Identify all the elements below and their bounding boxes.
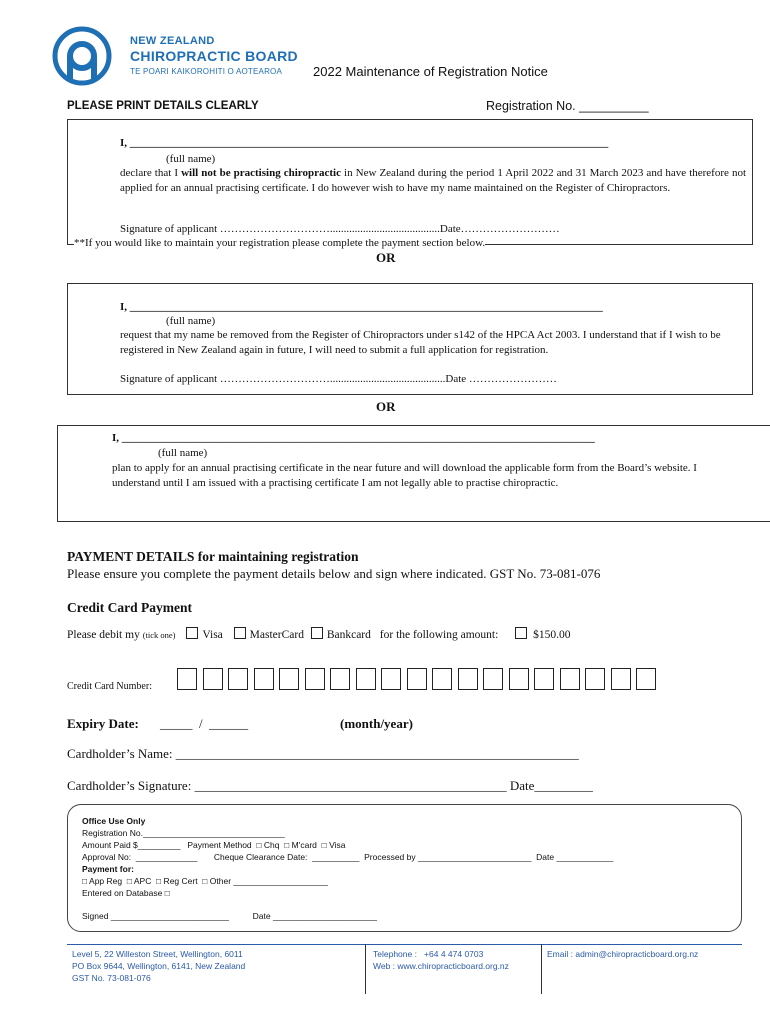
office-reg-no: Registration No.______________________________ <box>82 828 285 838</box>
footer-telephone: Telephone : +64 4 474 0703 <box>373 949 484 959</box>
cc-digit-box[interactable] <box>203 668 223 690</box>
credit-card-number-label: Credit Card Number: <box>67 681 152 692</box>
option3-full-name-caption: (full name) <box>158 447 208 459</box>
cc-digit-box[interactable] <box>636 668 656 690</box>
payment-instructions: Please ensure you complete the payment details below and sign where indicated. GST No. 73-081-076 <box>67 566 601 581</box>
option1-full-name-caption: (full name) <box>166 153 216 165</box>
footer-gst: GST No. 73-081-076 <box>72 973 151 983</box>
mastercard-checkbox[interactable] <box>234 627 246 639</box>
option2-signature-line[interactable]: Signature of applicant …………………………..........................................Date …………………… <box>120 373 557 385</box>
office-use-title: Office Use Only <box>82 816 146 826</box>
month-year-caption: (month/year) <box>340 716 413 731</box>
option1-name-line[interactable]: I, _______________________________________________________________________________________ <box>120 137 609 149</box>
option1-declaration: declare that I will not be practising chiropractic in New Zealand during the period 1 April 2022 and 31 March 2023 and have therefore not applied for an annual practising certificate. I do however wish to have my name maintained on the Register of Chiropractors. <box>120 167 746 194</box>
expiry-date-field[interactable]: _____ / ______ <box>160 716 249 731</box>
cc-digit-box[interactable] <box>305 668 325 690</box>
office-approval: Approval No: _____________ Cheque Clearance Date: __________ Processed by ________________________ Date ____________ <box>82 852 614 862</box>
cc-digit-box[interactable] <box>534 668 554 690</box>
doc-title: 2022 Maintenance of Registration Notice <box>313 64 548 79</box>
cardholder-signature-field[interactable]: Cardholder’s Signature: ________________________________________________ Date_________ <box>67 778 593 793</box>
logo-line3: TE POARI KAIKOROHITI O AOTEAROA <box>130 67 283 76</box>
cc-digit-box[interactable] <box>585 668 605 690</box>
visa-checkbox[interactable] <box>186 627 198 639</box>
cc-digit-box[interactable] <box>177 668 197 690</box>
office-payment-for: Payment for: <box>82 864 134 874</box>
bankcard-checkbox[interactable] <box>311 627 323 639</box>
office-entered-database: Entered on Database □ <box>82 888 170 898</box>
cc-digit-box[interactable] <box>560 668 580 690</box>
cc-digit-box[interactable] <box>483 668 503 690</box>
logo-line2: CHIROPRACTIC BOARD <box>130 48 298 64</box>
option3-plan: plan to apply for an annual practising certificate in the near future and will download the applicable form from the Board’s website. I understand until I am issued with a practising certificate I am not legally able to practise chiropractic. <box>112 462 697 489</box>
cc-digit-box[interactable] <box>279 668 299 690</box>
credit-card-heading: Credit Card Payment <box>67 600 192 615</box>
footer-email-link[interactable]: Email : admin@chiropracticboard.org.nz <box>547 949 699 959</box>
registration-number-field[interactable]: Registration No. __________ <box>486 99 649 113</box>
credit-card-number-boxes[interactable] <box>177 668 707 695</box>
expiry-date-label: Expiry Date: <box>67 716 139 731</box>
board-logo <box>52 26 128 86</box>
or-divider-1: OR <box>376 250 396 265</box>
cc-digit-box[interactable] <box>381 668 401 690</box>
cc-digit-box[interactable] <box>458 668 478 690</box>
logo-mark-icon <box>52 26 128 86</box>
option2-name-line[interactable]: I, ______________________________________________________________________________________ <box>120 301 603 313</box>
cardholder-name-field[interactable]: Cardholder’s Name: ______________________________________________________________ <box>67 746 579 761</box>
option1-note: **If you would like to maintain your registration please complete the payment section below. <box>74 237 486 249</box>
cc-digit-box[interactable] <box>432 668 452 690</box>
card-type-row: Please debit my (tick one) Visa MasterCard Bankcard for the following amount: $150.00 <box>67 629 571 641</box>
office-amount-paid: Amount Paid $_________ Payment Method □ Chq □ M'card □ Visa <box>82 840 346 850</box>
footer-divider-2 <box>541 944 542 994</box>
cc-digit-box[interactable] <box>330 668 350 690</box>
cc-digit-box[interactable] <box>611 668 631 690</box>
option1-signature-line[interactable]: Signature of applicant …………………………........................................Date……………………… <box>120 223 560 235</box>
cc-digit-box[interactable] <box>356 668 376 690</box>
or-divider-2: OR <box>376 399 396 414</box>
footer-divider-1 <box>365 944 366 994</box>
option3-name-line[interactable]: I, ______________________________________________________________________________________ <box>112 432 595 444</box>
logo-line1: NEW ZEALAND <box>130 35 215 47</box>
cc-digit-box[interactable] <box>407 668 427 690</box>
footer-address-line1: Level 5, 22 Willeston Street, Wellington, 6011 <box>72 949 243 959</box>
footer-address-line2: PO Box 9644, Wellington, 6141, New Zealand <box>72 961 246 971</box>
cc-digit-box[interactable] <box>254 668 274 690</box>
footer-rule <box>67 944 742 945</box>
office-payment-options: □ App Reg □ APC □ Reg Cert □ Other ____________________ <box>82 876 328 886</box>
footer-website-link[interactable]: Web : www.chiropracticboard.org.nz <box>373 961 509 971</box>
amount-checkbox[interactable] <box>515 627 527 639</box>
cc-digit-box[interactable] <box>228 668 248 690</box>
option2-request: request that my name be removed from the Register of Chiropractors under s142 of the HPCA Act 2003. I understand that if I wish to be registered in New Zealand again in future, I will need to submit a full application for registration. <box>120 329 721 356</box>
print-clearly-label: PLEASE PRINT DETAILS CLEARLY <box>67 100 259 112</box>
office-signed: Signed _________________________ Date ______________________ <box>82 911 377 921</box>
option2-full-name-caption: (full name) <box>166 315 216 327</box>
payment-heading: PAYMENT DETAILS for maintaining registration <box>67 549 359 564</box>
cc-digit-box[interactable] <box>509 668 529 690</box>
